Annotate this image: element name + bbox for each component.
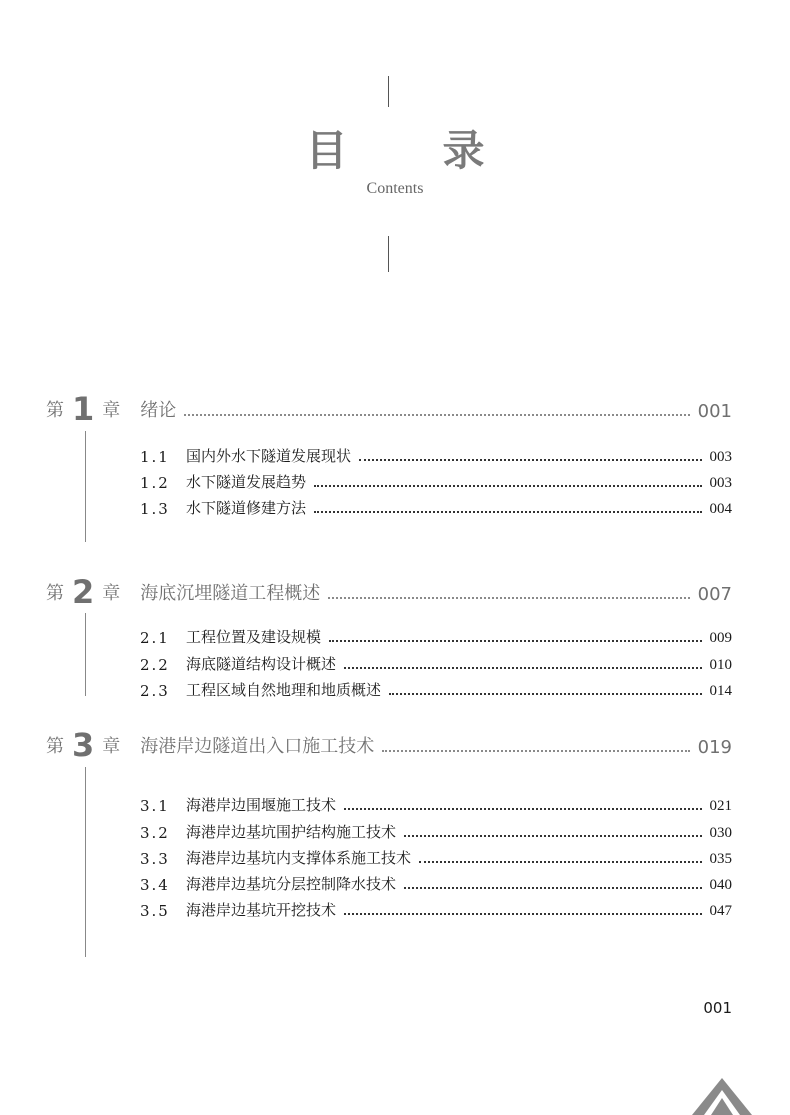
section-title: 水下隧道修建方法 — [186, 499, 307, 517]
chapter-page-number: 001 — [697, 401, 732, 422]
dot-leader — [404, 887, 701, 889]
section-page-number: 030 — [709, 825, 732, 841]
section-page-number: 004 — [709, 501, 732, 517]
section-number: 1.1 — [140, 448, 170, 466]
section-page-number: 009 — [709, 630, 732, 646]
section-number: 1.3 — [140, 500, 170, 518]
section-page-number: 021 — [709, 798, 732, 814]
section-title: 海港岸边基坑开挖技术 — [186, 901, 337, 919]
section-page-number: 003 — [709, 449, 732, 465]
section-title: 工程区域自然地理和地质概述 — [186, 681, 382, 699]
dot-leader — [382, 750, 689, 752]
section-title: 工程位置及建设规模 — [186, 628, 322, 646]
page-title — [0, 118, 790, 178]
section-number: 2.2 — [140, 656, 170, 674]
chapter-page-number: 007 — [697, 584, 732, 605]
chapter-number: 1 — [72, 390, 95, 428]
section-page-number: 003 — [709, 475, 732, 491]
chapter-page-number: 019 — [697, 737, 732, 758]
section-number: 3.2 — [140, 824, 170, 842]
dot-leader — [314, 511, 701, 513]
chapter-prefix: 第 — [46, 400, 64, 421]
page-subtitle: Contents — [366, 180, 424, 197]
section-title: 海底隧道结构设计概述 — [186, 655, 337, 673]
section-page-number: 035 — [709, 851, 732, 867]
toc-section[interactable] — [140, 872, 732, 894]
section-title: 水下隧道发展趋势 — [186, 473, 307, 491]
section-page-number: 040 — [709, 877, 732, 893]
section-number: 3.4 — [140, 876, 170, 894]
triangle-logo-icon — [692, 1078, 752, 1115]
toc-section[interactable] — [140, 444, 732, 466]
dot-leader — [314, 485, 701, 487]
chapter-number: 2 — [72, 573, 95, 611]
chapter-prefix: 第 — [46, 583, 64, 604]
section-page-number: 047 — [709, 903, 732, 919]
page-number: 001 — [703, 999, 732, 1017]
toc-chapter-1[interactable] — [46, 386, 732, 426]
chapter-2-side-line — [85, 613, 86, 696]
dot-leader — [344, 913, 701, 915]
chapter-suffix: 章 — [102, 736, 121, 757]
chapter-suffix: 章 — [102, 400, 121, 421]
toc-section[interactable] — [140, 846, 732, 868]
section-number: 2.3 — [140, 682, 170, 700]
section-title: 海港岸边基坑分层控制降水技术 — [186, 875, 397, 893]
dot-leader — [419, 861, 701, 863]
dot-leader — [328, 597, 689, 599]
section-page-number: 014 — [709, 683, 732, 699]
toc-section[interactable] — [140, 678, 732, 700]
section-number: 3.5 — [140, 902, 170, 920]
section-title: 海港岸边基坑内支撑体系施工技术 — [186, 849, 412, 867]
title-char-2: 录 — [442, 126, 485, 175]
section-number: 2.1 — [140, 629, 170, 647]
section-number: 3.1 — [140, 797, 170, 815]
dot-leader — [184, 414, 689, 416]
toc-section[interactable] — [140, 625, 732, 647]
chapter-title: 海底沉埋隧道工程概述 — [140, 583, 321, 604]
chapter-1-side-line — [85, 431, 86, 542]
dot-leader — [404, 835, 701, 837]
toc-section[interactable] — [140, 820, 732, 842]
toc-section[interactable] — [140, 470, 732, 492]
toc-section[interactable] — [140, 652, 732, 674]
dot-leader — [344, 667, 701, 669]
chapter-suffix: 章 — [102, 583, 121, 604]
chapter-title: 海港岸边隧道出入口施工技术 — [140, 736, 375, 757]
toc-section[interactable] — [140, 898, 732, 920]
chapter-number: 3 — [72, 726, 95, 764]
toc-section[interactable] — [140, 496, 732, 518]
title-char-1: 目 — [305, 126, 348, 175]
section-title: 海港岸边围堰施工技术 — [186, 796, 337, 814]
toc-chapter-3[interactable] — [46, 722, 732, 762]
section-title: 海港岸边基坑围护结构施工技术 — [186, 823, 397, 841]
top-divider-line — [388, 76, 389, 107]
section-number: 3.3 — [140, 850, 170, 868]
dot-leader — [389, 693, 701, 695]
chapter-title: 绪论 — [140, 400, 177, 421]
dot-leader — [344, 808, 701, 810]
chapter-3-side-line — [85, 767, 86, 957]
section-title: 国内外水下隧道发展现状 — [186, 447, 352, 465]
toc-section[interactable] — [140, 793, 732, 815]
section-number: 1.2 — [140, 474, 170, 492]
section-page-number: 010 — [709, 657, 732, 673]
bottom-divider-line — [388, 236, 389, 272]
dot-leader — [359, 459, 701, 461]
chapter-prefix: 第 — [46, 736, 64, 757]
toc-chapter-2[interactable] — [46, 569, 732, 609]
dot-leader — [329, 640, 701, 642]
